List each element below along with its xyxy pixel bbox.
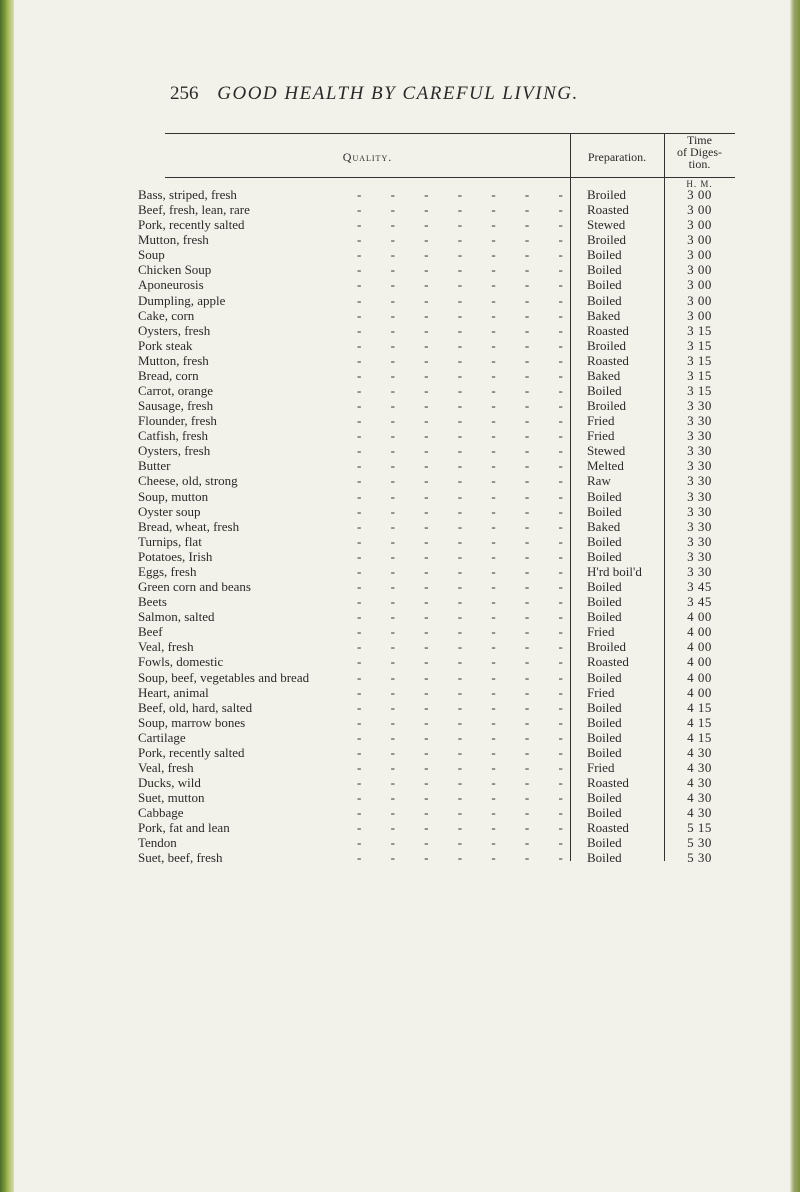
food-name: Fowls, domestic — [138, 654, 224, 670]
preparation-cell: Roasted — [587, 820, 629, 836]
digestion-time-cell: 4 15 — [687, 729, 712, 745]
food-name: Tendon — [138, 835, 177, 851]
food-name: Cartilage — [138, 729, 186, 745]
digestion-time-cell: 4 30 — [687, 775, 712, 791]
food-name: Oyster soup — [138, 503, 201, 519]
table-row — [138, 820, 735, 836]
food-name: Beets — [138, 594, 167, 610]
page-header — [170, 83, 730, 109]
food-name: Beef — [138, 624, 163, 640]
table-row — [138, 383, 735, 399]
table-row — [138, 367, 735, 383]
preparation-cell: Boiled — [587, 594, 622, 610]
digestion-time-cell: 4 00 — [687, 684, 712, 700]
preparation-cell: Roasted — [587, 775, 629, 791]
food-name: Dumpling, apple — [138, 292, 226, 308]
table-row — [138, 217, 735, 233]
table-row — [138, 533, 735, 549]
table-row — [138, 488, 735, 504]
table-row — [138, 277, 735, 293]
digestion-time-cell: 3 00 — [687, 232, 712, 248]
leader-dashes: - - - - - - - — [357, 699, 576, 715]
leader-dashes: - - - - - - - — [357, 367, 576, 383]
preparation-cell: Boiled — [587, 503, 622, 519]
preparation-cell: Stewed — [587, 217, 626, 233]
food-name: Soup, beef, vegetables and bread — [138, 669, 310, 685]
table-row — [138, 790, 735, 806]
running-title: GOOD HEALTH BY CAREFUL LIVING. — [217, 83, 579, 104]
preparation-cell: Baked — [587, 518, 621, 534]
preparation-cell: Broiled — [587, 398, 626, 414]
food-name: Mutton, fresh — [138, 232, 209, 248]
preparation-cell: Boiled — [587, 699, 622, 715]
digestion-time-cell: 4 15 — [687, 714, 712, 730]
table-row — [138, 518, 735, 534]
preparation-cell: Boiled — [587, 790, 622, 806]
food-name: Beef, old, hard, salted — [138, 699, 253, 715]
leader-dashes: - - - - - - - — [357, 850, 576, 866]
preparation-cell: Boiled — [587, 247, 622, 263]
preparation-cell: Broiled — [587, 337, 626, 353]
preparation-cell: Boiled — [587, 850, 622, 866]
leader-dashes: - - - - - - - — [357, 458, 576, 474]
digestion-time-cell: 3 30 — [687, 548, 712, 564]
preparation-cell: Boiled — [587, 729, 622, 745]
preparation-cell: Fried — [587, 428, 615, 444]
food-name: Bass, striped, fresh — [138, 187, 237, 202]
leader-dashes: - - - - - - - — [357, 337, 576, 353]
table-row — [138, 202, 735, 218]
table-row — [138, 775, 735, 791]
table-row — [138, 307, 735, 323]
book-spine-left — [0, 0, 14, 1192]
preparation-cell: Fried — [587, 624, 615, 640]
preparation-cell: Roasted — [587, 654, 629, 670]
digestion-time-cell: 3 00 — [687, 202, 712, 218]
leader-dashes: - - - - - - - — [357, 292, 576, 308]
food-name: Sausage, fresh — [138, 398, 214, 414]
leader-dashes: - - - - - - - — [357, 217, 576, 233]
table-row — [138, 503, 735, 519]
leader-dashes: - - - - - - - — [357, 759, 576, 775]
leader-dashes: - - - - - - - — [357, 820, 576, 836]
food-name: Butter — [138, 458, 171, 474]
preparation-cell: Fried — [587, 413, 615, 429]
leader-dashes: - - - - - - - — [357, 322, 576, 338]
digestion-table — [138, 133, 735, 866]
table-row — [138, 473, 735, 489]
digestion-time-cell: 3 00 — [687, 307, 712, 323]
table-row — [138, 684, 735, 700]
leader-dashes: - - - - - - - — [357, 729, 576, 745]
food-name: Ducks, wild — [138, 775, 201, 791]
digestion-time-cell: 4 00 — [687, 669, 712, 685]
preparation-cell: Roasted — [587, 352, 629, 368]
book-spine-right — [790, 0, 800, 1192]
food-name: Beef, fresh, lean, rare — [138, 202, 250, 218]
preparation-cell: Broiled — [587, 639, 626, 655]
table-row — [138, 398, 735, 414]
table-row — [138, 458, 735, 474]
digestion-time-cell: 4 00 — [687, 609, 712, 625]
leader-dashes: - - - - - - - — [357, 835, 576, 851]
leader-dashes: - - - - - - - — [357, 443, 576, 459]
leader-dashes: - - - - - - - — [357, 383, 576, 399]
preparation-cell: Baked — [587, 307, 621, 323]
leader-dashes: - - - - - - - — [357, 775, 576, 791]
digestion-time-cell: 3 00 — [687, 292, 712, 308]
preparation-cell: H'rd boil'd — [587, 563, 642, 579]
food-name: Veal, fresh — [138, 759, 194, 775]
food-name: Soup, mutton — [138, 488, 209, 504]
digestion-time-cell: 3 00 — [687, 247, 712, 263]
digestion-time-cell: 4 00 — [687, 654, 712, 670]
food-name: Suet, mutton — [138, 790, 205, 806]
table-row — [138, 759, 735, 775]
food-name: Soup — [138, 247, 165, 263]
digestion-time-cell: 3 15 — [687, 383, 712, 399]
preparation-cell: Roasted — [587, 202, 629, 218]
food-name: Aponeurosis — [138, 277, 204, 293]
leader-dashes: - - - - - - - — [357, 563, 576, 579]
table-row — [138, 247, 735, 263]
leader-dashes: - - - - - - - — [357, 352, 576, 368]
time-units-label: H. M. — [686, 179, 713, 189]
preparation-cell: Boiled — [587, 805, 622, 821]
leader-dashes: - - - - - - - — [357, 473, 576, 489]
table-row — [138, 232, 735, 248]
food-name: Catfish, fresh — [138, 428, 209, 444]
digestion-time-cell: 3 30 — [687, 503, 712, 519]
digestion-time-cell: 3 30 — [687, 563, 712, 579]
preparation-cell: Boiled — [587, 292, 622, 308]
preparation-cell: Boiled — [587, 277, 622, 293]
preparation-cell: Fried — [587, 759, 615, 775]
table-top-rule — [165, 133, 735, 134]
leader-dashes: - - - - - - - — [357, 744, 576, 760]
food-name: Bread, wheat, fresh — [138, 518, 240, 534]
table-body — [138, 187, 735, 866]
table-row — [138, 639, 735, 655]
table-row — [138, 413, 735, 429]
leader-dashes: - - - - - - - — [357, 669, 576, 685]
digestion-time-cell: 3 30 — [687, 518, 712, 534]
digestion-time-cell: 3 00 — [687, 277, 712, 293]
preparation-cell: Raw — [587, 473, 611, 489]
table-row — [138, 443, 735, 459]
digestion-time-cell: 4 15 — [687, 699, 712, 715]
column-header-time-line2: of Diges- — [677, 145, 722, 159]
preparation-cell: Boiled — [587, 383, 622, 399]
leader-dashes: - - - - - - - — [357, 594, 576, 610]
digestion-time-cell: 3 15 — [687, 352, 712, 368]
digestion-time-cell: 3 30 — [687, 398, 712, 414]
table-row — [138, 579, 735, 595]
table-row — [138, 428, 735, 444]
preparation-cell: Stewed — [587, 443, 626, 459]
food-name: Pork, recently salted — [138, 217, 245, 233]
preparation-cell: Boiled — [587, 488, 622, 504]
table-row — [138, 352, 735, 368]
table-row — [138, 187, 735, 202]
digestion-time-cell: 3 15 — [687, 367, 712, 383]
food-name: Green corn and beans — [138, 579, 251, 595]
table-row — [138, 292, 735, 308]
leader-dashes: - - - - - - - — [357, 428, 576, 444]
preparation-cell: Broiled — [587, 232, 626, 248]
preparation-cell: Boiled — [587, 533, 622, 549]
table-row — [138, 744, 735, 760]
leader-dashes: - - - - - - - — [357, 684, 576, 700]
preparation-cell: Baked — [587, 367, 621, 383]
digestion-time-cell: 3 30 — [687, 413, 712, 429]
food-name: Heart, animal — [138, 684, 209, 700]
table-row — [138, 594, 735, 610]
leader-dashes: - - - - - - - — [357, 202, 576, 218]
food-name: Oysters, fresh — [138, 322, 211, 338]
leader-dashes: - - - - - - - — [357, 307, 576, 323]
table-row — [138, 563, 735, 579]
digestion-time-cell: 3 45 — [687, 579, 712, 595]
preparation-cell: Boiled — [587, 669, 622, 685]
table-row — [138, 835, 735, 851]
preparation-cell: Boiled — [587, 609, 622, 625]
digestion-time-cell: 5 30 — [687, 835, 712, 851]
preparation-cell: Roasted — [587, 322, 629, 338]
digestion-time-cell: 3 30 — [687, 488, 712, 504]
leader-dashes: - - - - - - - — [357, 805, 576, 821]
food-name: Cake, corn — [138, 307, 195, 323]
column-header-time-line1: Time — [687, 133, 712, 147]
preparation-cell: Boiled — [587, 714, 622, 730]
food-name: Mutton, fresh — [138, 352, 209, 368]
column-header-preparation: Preparation. — [587, 150, 647, 164]
food-name: Cabbage — [138, 805, 184, 821]
leader-dashes: - - - - - - - — [357, 503, 576, 519]
digestion-time-cell: 3 45 — [687, 594, 712, 610]
food-name: Flounder, fresh — [138, 413, 217, 429]
digestion-time-cell: 3 30 — [687, 428, 712, 444]
digestion-time-cell: 3 15 — [687, 337, 712, 353]
food-name: Chicken Soup — [138, 262, 212, 278]
digestion-time-cell: 4 00 — [687, 624, 712, 640]
table-row — [138, 322, 735, 338]
preparation-cell: Boiled — [587, 579, 622, 595]
digestion-time-cell: 3 00 — [687, 187, 712, 202]
digestion-time-cell: 5 15 — [687, 820, 712, 836]
preparation-cell: Boiled — [587, 835, 622, 851]
leader-dashes: - - - - - - - — [357, 609, 576, 625]
digestion-time-cell: 3 30 — [687, 443, 712, 459]
leader-dashes: - - - - - - - — [357, 548, 576, 564]
leader-dashes: - - - - - - - — [357, 790, 576, 806]
table-row — [138, 337, 735, 353]
leader-dashes: - - - - - - - — [357, 533, 576, 549]
digestion-time-cell: 4 30 — [687, 744, 712, 760]
digestion-time-cell: 5 30 — [687, 850, 712, 866]
leader-dashes: - - - - - - - — [357, 187, 576, 202]
table-row — [138, 669, 735, 685]
preparation-cell: Boiled — [587, 262, 622, 278]
leader-dashes: - - - - - - - — [357, 579, 576, 595]
table-row — [138, 609, 735, 625]
digestion-time-cell: 3 30 — [687, 473, 712, 489]
food-name: Potatoes, Irish — [138, 548, 213, 564]
table-row — [138, 850, 735, 866]
table-header-rule — [165, 177, 735, 178]
table-row — [138, 262, 735, 278]
leader-dashes: - - - - - - - — [357, 277, 576, 293]
food-name: Pork steak — [138, 337, 193, 353]
food-name: Veal, fresh — [138, 639, 194, 655]
column-header-time — [664, 134, 735, 170]
food-name: Pork, recently salted — [138, 744, 245, 760]
table-row — [138, 699, 735, 715]
digestion-time-cell: 4 30 — [687, 805, 712, 821]
digestion-time-cell: 3 00 — [687, 217, 712, 233]
digestion-time-cell: 4 30 — [687, 790, 712, 806]
food-name: Bread, corn — [138, 367, 199, 383]
digestion-time-cell: 3 30 — [687, 458, 712, 474]
digestion-time-cell: 3 15 — [687, 322, 712, 338]
leader-dashes: - - - - - - - — [357, 639, 576, 655]
leader-dashes: - - - - - - - — [357, 247, 576, 263]
preparation-cell: Melted — [587, 458, 624, 474]
leader-dashes: - - - - - - - — [357, 398, 576, 414]
food-name: Salmon, salted — [138, 609, 215, 625]
food-name: Soup, marrow bones — [138, 714, 246, 730]
leader-dashes: - - - - - - - — [357, 413, 576, 429]
column-header-time-line3: tion. — [688, 157, 711, 171]
preparation-cell: Boiled — [587, 548, 622, 564]
leader-dashes: - - - - - - - — [357, 518, 576, 534]
digestion-time-cell: 3 00 — [687, 262, 712, 278]
table-row — [138, 624, 735, 640]
food-name: Pork, fat and lean — [138, 820, 230, 836]
table-row — [138, 714, 735, 730]
table-row — [138, 729, 735, 745]
food-name: Carrot, orange — [138, 383, 214, 399]
table-row — [138, 548, 735, 564]
food-name: Turnips, flat — [138, 533, 202, 549]
leader-dashes: - - - - - - - — [357, 488, 576, 504]
digestion-time-cell: 4 30 — [687, 759, 712, 775]
leader-dashes: - - - - - - - — [357, 624, 576, 640]
food-name: Oysters, fresh — [138, 443, 211, 459]
leader-dashes: - - - - - - - — [357, 654, 576, 670]
page-number: 256 — [170, 83, 199, 104]
table-row — [138, 654, 735, 670]
preparation-cell: Boiled — [587, 744, 622, 760]
preparation-cell: Fried — [587, 684, 615, 700]
leader-dashes: - - - - - - - — [357, 232, 576, 248]
food-name: Suet, beef, fresh — [138, 850, 223, 866]
digestion-time-cell: 4 00 — [687, 639, 712, 655]
digestion-time-cell: 3 30 — [687, 533, 712, 549]
table-row — [138, 805, 735, 821]
food-name: Cheese, old, strong — [138, 473, 238, 489]
column-header-quality: Quality. — [342, 150, 393, 164]
leader-dashes: - - - - - - - — [357, 262, 576, 278]
preparation-cell: Broiled — [587, 187, 626, 202]
food-name: Eggs, fresh — [138, 563, 197, 579]
leader-dashes: - - - - - - - — [357, 714, 576, 730]
